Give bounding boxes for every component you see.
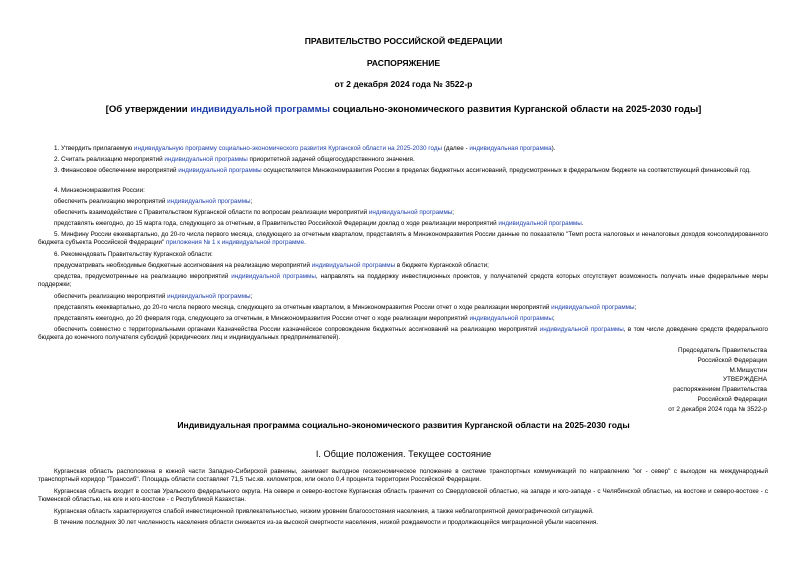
item-4-1: обеспечить реализацию мероприятий индивидуальной программы; (54, 198, 253, 205)
government-heading: ПРАВИТЕЛЬСТВО РОССИЙСКОЙ ФЕДЕРАЦИИ (304, 36, 503, 46)
item-6-1: предусматривать необходимые бюджетные ассигнования на реализацию мероприятий индивидуальной программы в бюджете Курганской области; (54, 262, 489, 269)
item-4: 4. Минэкономразвития России: (54, 187, 145, 194)
item-5: 5. Минфину России ежеквартально, до 20-го числа первого месяца, следующего за отчетным кварталом, представлять в Минэкономразвития России данные по показателю "Темп роста налоговых и неналоговых доходов консолидированного бюджета субъекта Российской Федерации" приложения № 1 к индивидуальной программе. (38, 231, 768, 247)
approved-label: УТВЕРЖДЕНА (722, 376, 767, 384)
item-6-2: средства, предусмотренные на реализацию мероприятий индивидуальной программы, направлять на поддержку инвестиционных проектов, у получателей средств которых отсутствует возможность получать иные федеральные меры поддержки; (38, 273, 768, 289)
program-link[interactable]: индивидуальной программы (551, 304, 635, 311)
program-title: Индивидуальная программа социально-экономического развития Курганской области на 2025-2030 годы (177, 420, 630, 430)
item-2: 2. Считать реализацию мероприятий индивидуальной программы приоритетной задачей общегосударственного значения. (54, 156, 415, 163)
title-link[interactable]: индивидуальной программы (190, 104, 330, 115)
item-6-5: представлять ежегодно, до 20 февраля года, следующего за отчетным, в Минэкономразвития России отчет о ходе реализации мероприятий индивидуальной программы; (54, 315, 555, 322)
program-link[interactable]: индивидуальную программу социально-экономического развития Курганской области на 2025-2030 годы (133, 145, 443, 152)
approved-by: распоряжением Правительства (673, 386, 767, 394)
section-paragraph-1: Курганская область расположена в южной части Западно-Сибирской равнины, занимает выгодное геоэкономическое положение в системе транспортных коммуникаций по направлению "юг - север" с выходом на международный транспортный коридор "Транссиб". Площадь области составляет 71,5 тыс.кв. километров, или около 0,4 процента территории Российской Федерации. (38, 468, 768, 484)
signature-block (517, 346, 767, 415)
section-paragraph-3: Курганская область характеризуется слабой инвестиционной привлекательностью, низким уровнем благосостояния населения, а также неблагоприятной демографической ситуацией. (54, 508, 594, 515)
program-link[interactable]: индивидуальной программы (167, 293, 251, 300)
program-link[interactable]: индивидуальной программы (311, 262, 396, 269)
program-link[interactable]: индивидуальной программы (167, 198, 251, 205)
program-link[interactable]: индивидуальной программы (498, 220, 582, 227)
item-1: 1. Утвердить прилагаемую индивидуальную программу социально-экономического развития Курганской области на 2025-2030 годы (далее - индивидуальная программа). (54, 145, 556, 152)
program-link[interactable]: индивидуальной программы (469, 315, 553, 322)
item-3: 3. Финансовое обеспечение мероприятий индивидуальной программы осуществляется Минэкономразвития России в пределах бюджетных ассигнований, предусмотренных в федеральном бюджете на соответствующий финансовый год. (54, 167, 751, 174)
section-paragraph-4: В течение последних 30 лет численность населения области снижается из-за высокой смертности населения, низкой рождаемости и продолжающейся миграционной убыли населения. (54, 519, 599, 526)
doc-type-heading: РАСПОРЯЖЕНИЕ (366, 58, 441, 68)
program-link[interactable]: индивидуальной программы (539, 326, 624, 333)
section-paragraph-2: Курганская область входит в состав Уральского федерального округа. На севере и северо-востоке Курганская область граничит со Свердловской областью, на западе и юго-западе - с Челябинской областью, на востоке и северо-востоке - с Тюменской областью, на юге и юго-востоке - с Республикой Казахстан. (38, 488, 768, 504)
item-4-2: обеспечить взаимодействие с Правительством Курганской области по вопросам реализации мероприятий индивидуальной программы; (54, 209, 455, 216)
date-number: от 2 декабря 2024 года № 3522-р (334, 79, 473, 89)
item-6-4: представлять ежеквартально, до 20-го числа первого месяца, следующего за отчетным кварталом, в Минэкономразвития России отчет о ходе реализации мероприятий индивидуальной программы; (54, 304, 637, 311)
signer-role: Председатель Правительства (678, 347, 767, 354)
item-6-6: обеспечить совместно с территориальными органами Казначейства России казначейское сопровождение бюджетных ассигнований на реализацию мероприятий индивидуальной программы, в том числе доведение средств федерального бюджета до конечного получателя субсидий (юридических лиц и индивидуальных предпринимателей). (38, 326, 768, 342)
section-heading: I. Общие положения. Текущее состояние (315, 449, 492, 459)
signer-name: М.Мишустин (729, 366, 767, 374)
item-6: 6. Рекомендовать Правительству Курганской области: (54, 251, 213, 258)
program-link[interactable]: индивидуальной программы (231, 273, 316, 280)
approved-date: от 2 декабря 2024 года № 3522-р (668, 405, 767, 413)
document-title: [Об утверждении индивидуальной программы социально-экономического развития Курганской области на 2025-2030 годы] (105, 104, 702, 115)
program-link[interactable]: индивидуальной программы (178, 167, 262, 174)
program-link-short[interactable]: индивидуальная программа (469, 145, 552, 152)
item-4-3: представлять ежегодно, до 15 марта года, следующего за отчетным, в Правительство Российской Федерации доклад о ходе реализации мероприятий индивидуальной программы. (54, 220, 584, 227)
signer-role-2: Российской Федерации (697, 356, 767, 364)
appendix-link[interactable]: приложения № 1 к индивидуальной программе (166, 239, 305, 247)
program-link[interactable]: индивидуальной программы (368, 209, 453, 216)
program-link[interactable]: индивидуальной программы (164, 156, 248, 163)
approved-by-2: Российской Федерации (697, 395, 767, 403)
item-6-3: обеспечить реализацию мероприятий индивидуальной программы; (54, 293, 253, 300)
